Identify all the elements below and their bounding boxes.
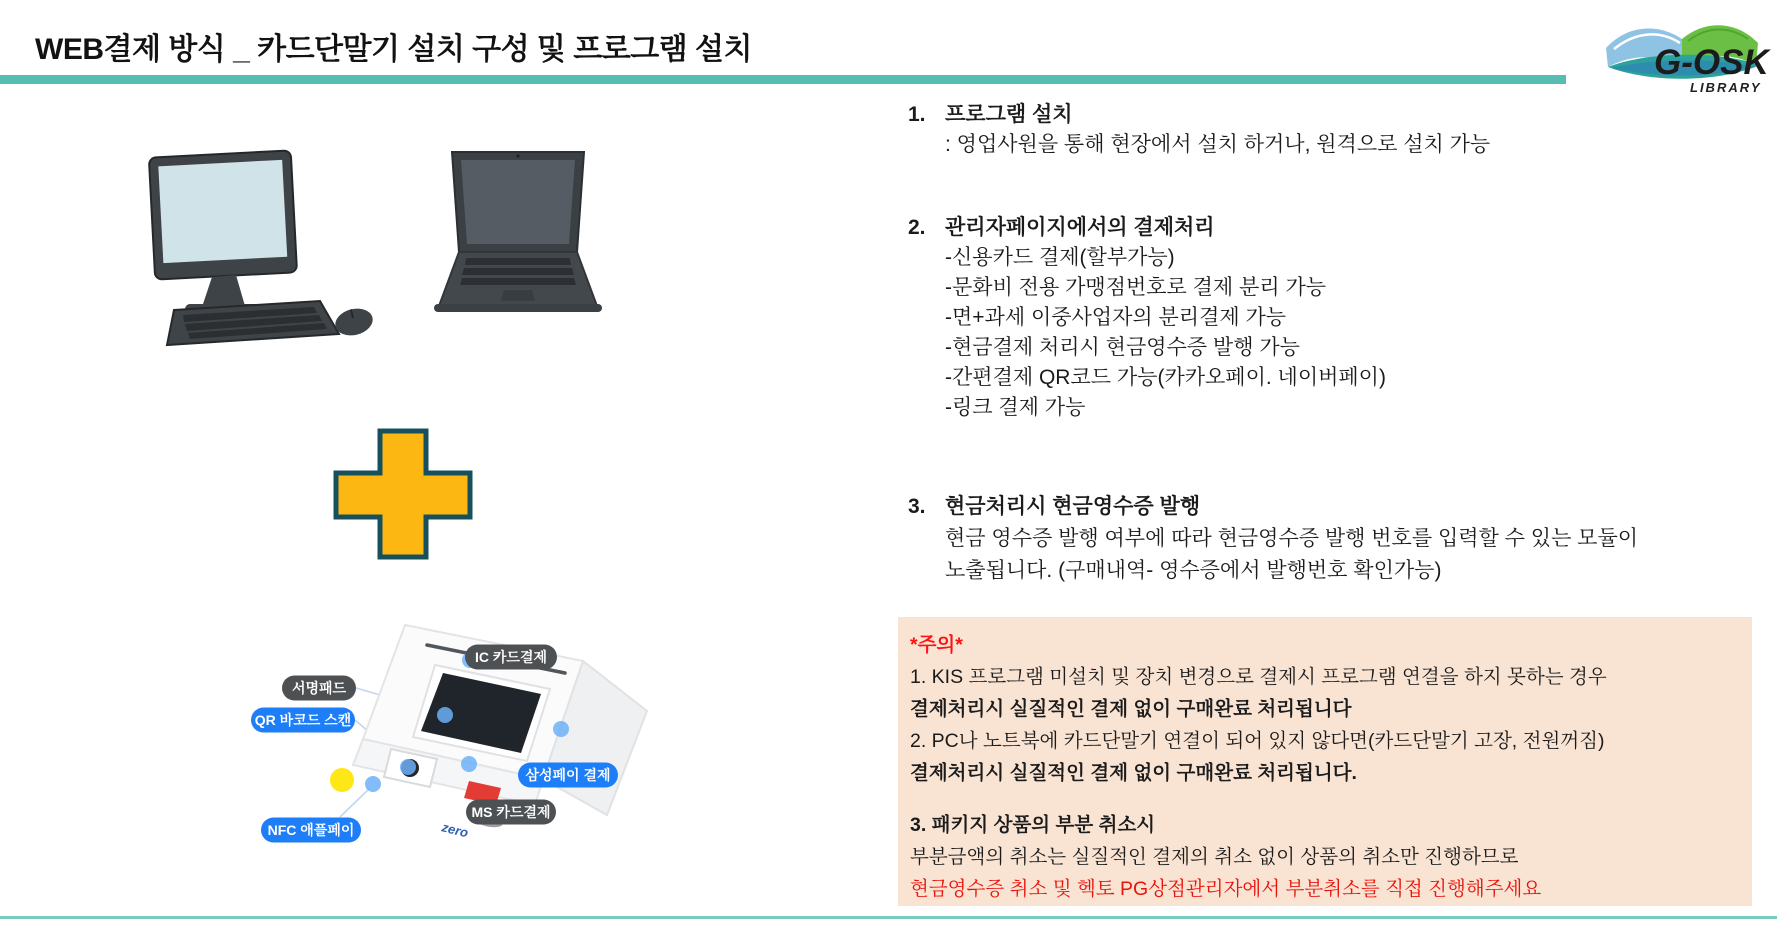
step-1-line: : 영업사원을 통해 현장에서 설치 하거나, 원격으로 설치 가능 xyxy=(945,133,1491,156)
label-ic-card-text: IC 카드결제 xyxy=(475,649,547,665)
laptop-illustration xyxy=(418,146,618,350)
notice-line-red: 현금영수증 취소 및 헥토 PG상점관리자에서 부분취소를 직접 진행해주세요 xyxy=(910,878,1542,900)
laptop-camera xyxy=(516,154,519,157)
title-underline xyxy=(0,75,1566,84)
notice-line-bold: 결제처리시 실질적인 결제 없이 구매완료 처리됩니다 xyxy=(910,698,1352,720)
label-ms-card-text: MS 카드결제 xyxy=(471,804,551,820)
label-signature-pad-text: 서명패드 xyxy=(291,680,347,696)
notice-box xyxy=(898,617,1752,906)
step-3-heading: 현금처리시 현금영수증 발행 xyxy=(945,495,1201,518)
step-2-line: -면+과세 이중사업자의 분리결제 가능 xyxy=(945,306,1287,329)
plus-shape xyxy=(336,431,470,557)
step-3-line: 현금 영수증 발행 여부에 따라 현금영수증 발행 번호를 입력할 수 있는 모듈이 xyxy=(945,527,1639,550)
step-1-heading: 프로그램 설치 xyxy=(945,103,1073,126)
laptop-bottom-edge xyxy=(434,304,602,312)
desktop-computer-illustration xyxy=(138,136,383,360)
step-3 xyxy=(908,491,1760,587)
step-2-heading: 관리자페이지에서의 결제처리 xyxy=(945,216,1215,239)
monitor xyxy=(149,150,297,279)
notice-line: 부분금액의 취소는 실질적인 결제의 취소 없이 상품의 취소만 진행하므로 xyxy=(910,846,1519,868)
bottom-divider xyxy=(0,916,1777,919)
step-2-number: 2. xyxy=(908,216,926,239)
logo-text: G-OSK xyxy=(1654,43,1769,82)
notice-subheading: 3. 패키지 상품의 부분 취소시 xyxy=(910,814,1156,836)
notice-title: *주의* xyxy=(910,634,963,656)
label-nfc-applepay-text: NFC 애플페이 xyxy=(267,822,355,838)
step-3-line: 노출됩니다. (구매내역- 영수증에서 발행번호 확인가능) xyxy=(945,559,1442,582)
step-2-line: -현금결제 처리시 현금영수증 발행 가능 xyxy=(945,336,1300,359)
monitor-stand xyxy=(202,275,245,307)
plus-icon xyxy=(333,428,473,560)
page-title: WEB결제 방식 _ 카드단말기 설치 구성 및 프로그램 설치 xyxy=(35,33,752,66)
terminal-brand-text: zero xyxy=(440,819,470,841)
logo-subtext: LIBRARY xyxy=(1690,80,1762,95)
laptop-keys xyxy=(460,258,576,285)
label-samsung-pay-text: 삼성페이 결제 xyxy=(525,767,611,783)
step-1-number: 1. xyxy=(908,103,926,126)
card-terminal-illustration xyxy=(245,553,665,858)
step-2-line: -링크 결제 가능 xyxy=(945,396,1086,419)
notice-line: 2. PC나 노트북에 카드단말기 연결이 되어 있지 않다면(카드단말기 고장, 전원꺼짐) xyxy=(910,730,1605,752)
step-2-line: -간편결제 QR코드 가능(카카오페이. 네이버페이) xyxy=(945,366,1386,389)
gosk-library-logo xyxy=(1598,8,1773,98)
laptop-touchpad xyxy=(501,290,535,301)
notice-line: 1. KIS 프로그램 미설치 및 장치 변경으로 결제시 프로그램 연결을 하지 못하는 경우 xyxy=(910,666,1607,688)
step-2 xyxy=(908,213,1760,423)
step-3-number: 3. xyxy=(908,495,926,518)
label-qr-scan-text: QR 바코드 스캔 xyxy=(254,712,352,728)
notice-spacer xyxy=(910,789,1738,809)
step-1 xyxy=(908,100,1760,160)
step-2-line: -신용카드 결제(할부가능) xyxy=(945,246,1175,269)
step-2-line: -문화비 전용 가맹점번호로 결제 분리 가능 xyxy=(945,276,1327,299)
notice-line-bold: 결제처리시 실질적인 결제 없이 구매완료 처리됩니다. xyxy=(910,762,1357,784)
laptop-screen xyxy=(461,160,575,244)
kakaopay-sticker xyxy=(330,768,354,792)
